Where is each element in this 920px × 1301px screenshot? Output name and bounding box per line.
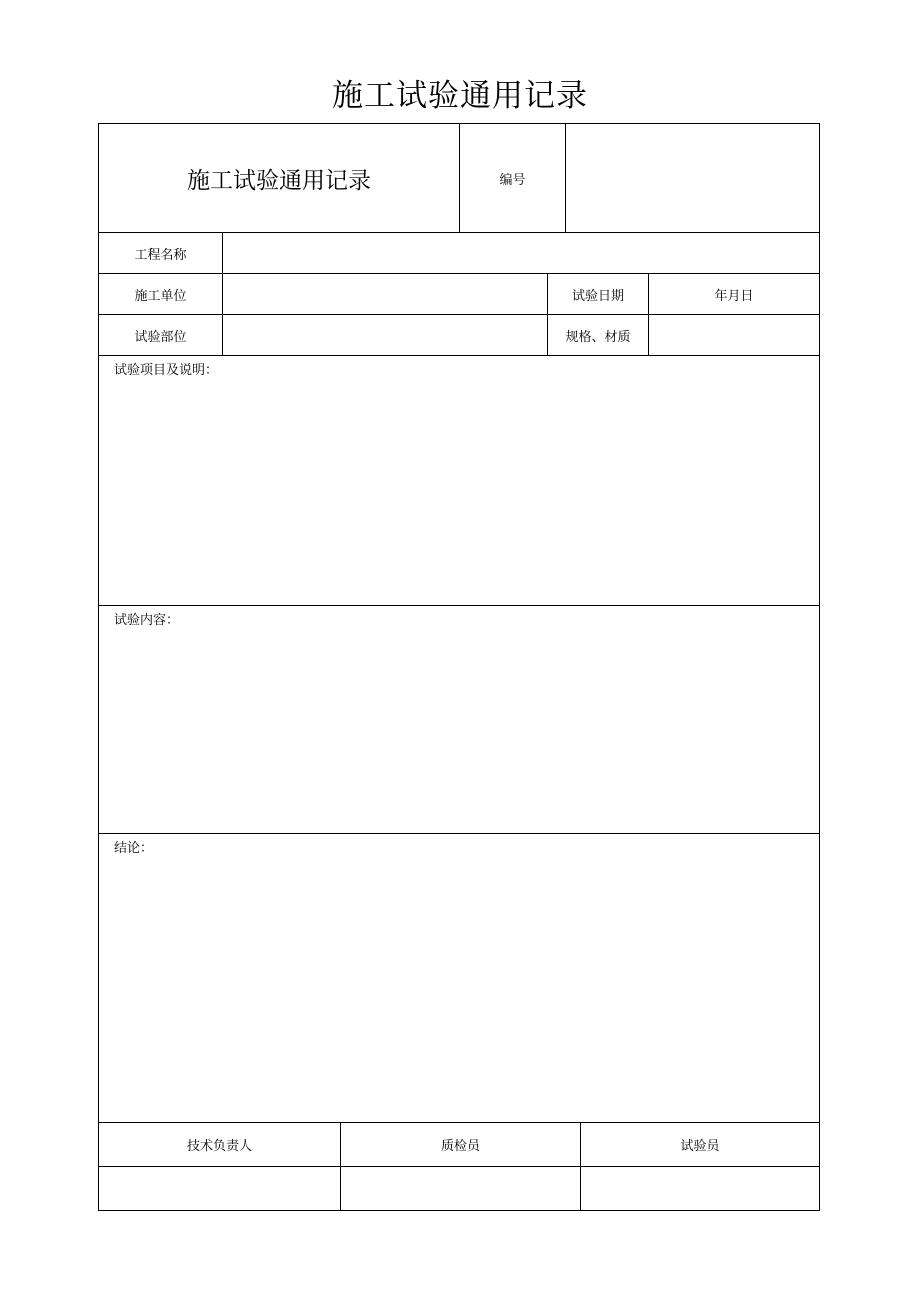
number-label: 编号 xyxy=(460,124,566,232)
test-date-field[interactable]: 年月日 xyxy=(714,288,754,304)
project-name-label: 工程名称 xyxy=(99,233,223,273)
page-title: 施工试验通用记录 xyxy=(332,78,588,114)
content-label: 试验内容： xyxy=(114,613,180,628)
header-row xyxy=(99,124,819,233)
content-section[interactable] xyxy=(99,606,819,834)
tech-lead-signature[interactable] xyxy=(99,1167,341,1210)
project-name-row xyxy=(99,233,819,274)
number-field[interactable] xyxy=(566,124,819,232)
form-title: 施工试验通用记录 xyxy=(99,124,460,232)
project-name-field[interactable] xyxy=(223,233,819,273)
construction-unit-row xyxy=(99,274,819,315)
construction-unit-label: 施工单位 xyxy=(99,274,223,314)
signature-field-row xyxy=(99,1167,819,1210)
test-location-field[interactable] xyxy=(223,315,548,355)
conclusion-section[interactable] xyxy=(99,834,819,1123)
spec-material-label: 规格、材质 xyxy=(548,315,649,355)
signature-label-row xyxy=(99,1123,819,1167)
tech-lead-label: 技术负责人 xyxy=(99,1123,341,1166)
test-location-label: 试验部位 xyxy=(99,315,223,355)
test-date-label: 试验日期 xyxy=(548,274,649,314)
construction-unit-field[interactable] xyxy=(223,274,548,314)
items-section[interactable] xyxy=(99,356,819,606)
items-label: 试验项目及说明： xyxy=(114,363,219,378)
tester-signature[interactable] xyxy=(581,1167,819,1210)
tester-label: 试验员 xyxy=(680,1139,720,1154)
test-location-row xyxy=(99,315,819,356)
conclusion-label: 结论： xyxy=(114,841,154,856)
test-record-form xyxy=(98,123,820,1211)
inspector-label: 质检员 xyxy=(341,1123,581,1166)
spec-material-field[interactable] xyxy=(649,315,819,355)
inspector-signature[interactable] xyxy=(341,1167,581,1210)
